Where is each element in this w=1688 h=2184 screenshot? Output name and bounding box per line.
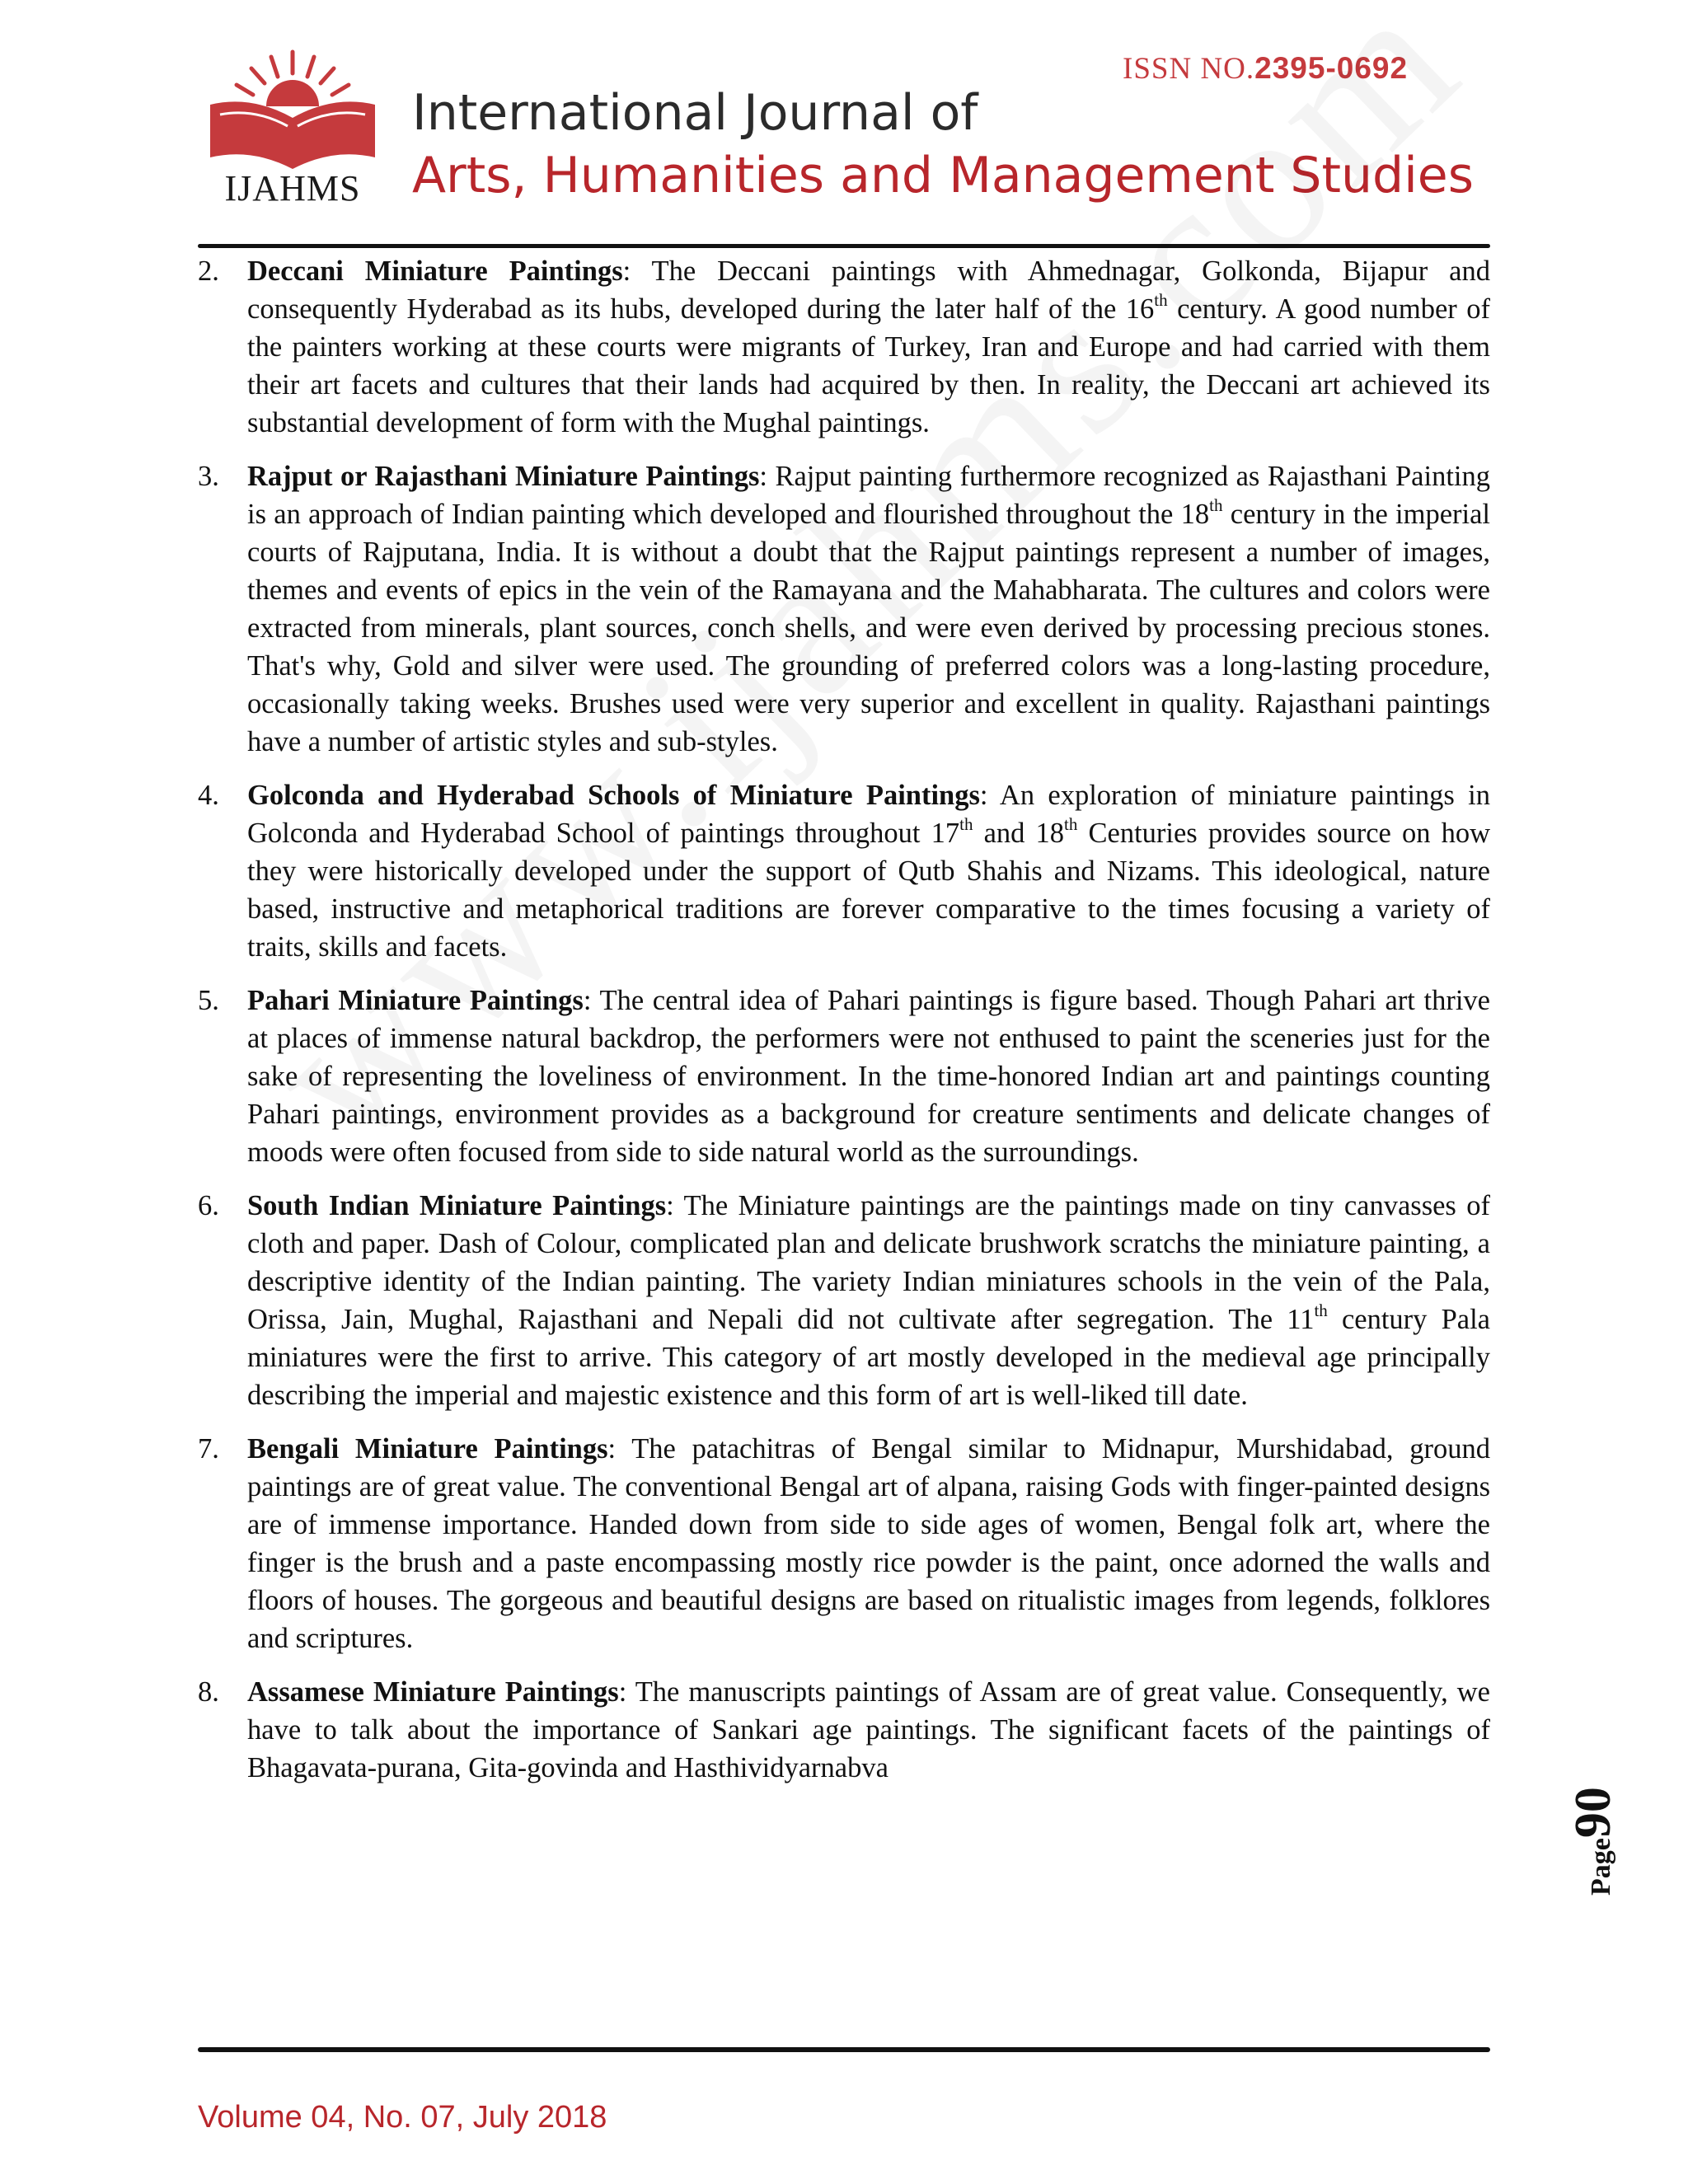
- superscript: th: [1209, 495, 1223, 515]
- item-text: : The patachitras of Bengal similar to Midnapur, Murshidabad, ground paintings are of great value. The conventional Bengal art of alpana, raising Gods with finger-painted designs are of immense importance. Handed down from side to side ages of women, Bengal folk art, where the finger is the brush and a paste encompassing mostly rice powder is the paint, once adorned the walls and floors of houses. The gorgeous and beautiful designs are based on ritualistic images from legends, folklores and scriptures.: [247, 1433, 1490, 1654]
- list-item: [198, 1673, 1490, 1787]
- journal-title-line1: International Journal of: [412, 84, 978, 142]
- item-heading: South Indian Miniature Paintings: [247, 1190, 667, 1221]
- item-text: : The manuscripts paintings of Assam are of great value. Consequently, we have to talk about the importance of Sankari age paintings. The significant facets of the paintings of Bhagavata-purana, Gita-govinda and Hasthividyarnabva: [247, 1676, 1490, 1783]
- open-book-sun-icon: [202, 45, 383, 177]
- article-body: [198, 252, 1490, 1802]
- item-heading: Pahari Miniature Paintings: [247, 985, 584, 1016]
- item-heading: Bengali Miniature Paintings: [247, 1433, 608, 1465]
- item-text: : The Miniature paintings are the paintings made on tiny canvasses of cloth and paper. Dash of Colour, complicated plan and delicate brushwork scratchs the miniature painting, a descriptive identity of the Indian painting. The variety Indian miniatures schools in the vein of the Pala, Orissa, Jain, Mughal, Rajasthani and Nepali did not cultivate after segregation. The 11: [247, 1190, 1490, 1335]
- journal-title-line2: Arts, Humanities and Management Studies: [412, 147, 1474, 204]
- item-number: 5.: [198, 985, 219, 1016]
- item-heading: Deccani Miniature Paintings: [247, 255, 623, 287]
- list-item: [198, 1187, 1490, 1414]
- item-text: Centuries provides source on how they were historically developed under the support of Qutb Shahis and Nizams. This ideological, nature based, instructive and metaphorical traditions are forever comparative to the times focusing a variety of traits, skills and facets.: [247, 818, 1490, 963]
- footer-divider: [198, 2047, 1490, 2052]
- item-text: century Pala miniatures were the first to arrive. This category of art mostly developed in the medieval age principally describing the imperial and majestic existence and this form of art is well-liked till date.: [247, 1304, 1490, 1411]
- item-number: 6.: [198, 1190, 219, 1221]
- item-text: and 18: [973, 818, 1065, 849]
- header-divider: [198, 244, 1490, 248]
- item-heading: Rajput or Rajasthani Miniature Paintings: [247, 461, 760, 492]
- item-number: 4.: [198, 780, 219, 811]
- superscript: th: [1314, 1301, 1328, 1320]
- superscript: th: [1154, 290, 1168, 310]
- item-number: 2.: [198, 255, 219, 287]
- logo-text: IJAHMS: [224, 168, 361, 209]
- item-number: 7.: [198, 1433, 219, 1465]
- list-item: [198, 252, 1490, 442]
- journal-logo: [202, 45, 383, 210]
- superscript: th: [959, 814, 973, 834]
- list-item: [198, 457, 1490, 761]
- item-text: century in the imperial courts of Rajputana, India. It is without a doubt that the Rajput paintings represent a number of images, themes and events of epics in the vein of the Ramayana and the Mahabharata. The cultures and colors were extracted from minerals, plant sources, conch shells, and were even derived by processing precious stones. That's why, Gold and silver were used. The grounding of preferred colors was a long-lasting procedure, occasionally taking weeks. Brushes used were very superior and excellent in quality. Rajasthani paintings have a number of artistic styles and sub-styles.: [247, 499, 1490, 757]
- issn-number: [1123, 51, 1408, 87]
- item-heading: Golconda and Hyderabad Schools of Miniature Paintings: [247, 780, 980, 811]
- page-number: [1564, 1787, 1623, 1896]
- page-label: Page: [1586, 1838, 1616, 1896]
- item-number: 3.: [198, 461, 219, 492]
- issn-label: ISSN NO.: [1123, 52, 1255, 86]
- volume-info: Volume 04, No. 07, July 2018: [198, 2100, 607, 2135]
- item-text: : The central idea of Pahari paintings is figure based. Though Pahari art thrive at places of immense natural backdrop, the performers were not enthused to paint the sceneries just for the sake of representing the loveliness of environment. In the time-honored Indian art and paintings counting Pahari paintings, environment provides as a background for creature sentiments and delicate changes of moods were often focused from side to side natural world as the surroundings.: [247, 985, 1490, 1168]
- list-item: [198, 776, 1490, 966]
- item-number: 8.: [198, 1676, 219, 1708]
- page-number-value: 90: [1565, 1787, 1621, 1839]
- item-text: : An exploration of miniature paintings in Golconda and Hyderabad School of paintings throughout 17: [247, 780, 1490, 849]
- journal-header: [0, 0, 1688, 247]
- superscript: th: [1064, 814, 1078, 834]
- list-item: [198, 1430, 1490, 1657]
- list-item: [198, 982, 1490, 1171]
- item-heading: Assamese Miniature Paintings: [247, 1676, 619, 1708]
- item-text: century. A good number of the painters working at these courts were migrants of Turkey, Iran and Europe and had carried with them their art facets and cultures that their lands had acquired by then. In reality, the Deccani art achieved its substantial development of form with the Mughal paintings.: [247, 293, 1490, 438]
- item-text: : Rajput painting furthermore recognized as Rajasthani Painting is an approach of Indian painting which developed and flourished throughout the 18: [247, 461, 1490, 530]
- item-text: : The Deccani paintings with Ahmednagar, Golkonda, Bijapur and consequently Hyderabad as its hubs, developed during the later half of the 16: [247, 255, 1490, 325]
- issn-value: 2395-0692: [1254, 51, 1409, 85]
